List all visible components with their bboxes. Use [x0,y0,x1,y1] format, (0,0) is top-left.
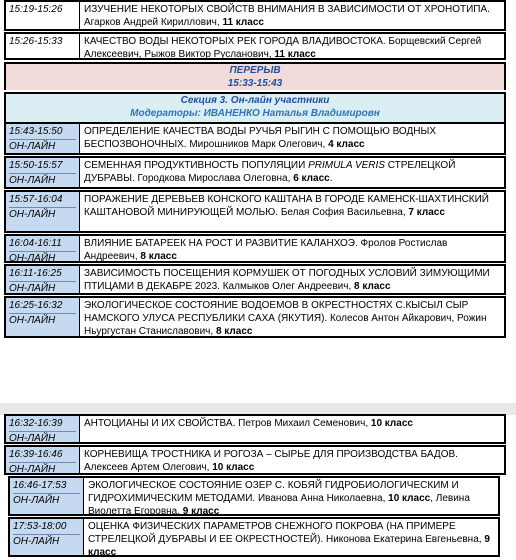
schedule-row [4,296,506,338]
talk-title: КАЧЕСТВО ВОДЫ НЕКОТОРЫХ РЕК ГОРОДА ВЛАДИВОСТОКА. [84,36,386,47]
talk-title: СЕМЕННАЯ ПРОДУКТИВНОСТЬ ПОПУЛЯЦИИ [84,160,309,171]
time-cell [10,478,84,514]
time-cell [6,298,80,336]
online-badge: ОН-ЛАЙН [9,253,56,264]
section-title: Секция 3. Он-лайн участники [180,95,330,106]
talk-title: ИЗУЧЕНИЕ НЕКОТОРЫХ СВОЙСТВ ВНИМАНИЯ В ЗАВИСИМОСТИ ОТ ХРОНОТИПА. [84,4,490,15]
online-badge: ОН-ЛАЙН [9,283,56,294]
schedule-row [8,476,500,516]
talk-grade: 11 класс [274,49,316,60]
schedule-row [4,445,506,475]
talk-authors: Белая София Васильевна, [278,207,409,218]
talk-description [82,192,504,220]
talk-description [82,447,504,475]
talk-authors: Мирошников Марк Олегович, [186,139,329,150]
time-cell [6,447,80,473]
schedule-row [4,122,506,155]
talk-authors: Петров Михаил Семенович, [235,418,371,429]
talk-title: КОРНЕВИЩА ТРОСТНИКА И РОГОЗА – СЫРЬЕ ДЛЯ ПРОИЗВОДСТВА БАДОВ. [84,449,458,460]
break-label: ПЕРЕРЫВ [229,65,281,76]
time-cell [6,416,80,442]
schedule-row [4,414,506,444]
schedule-row [4,234,506,263]
online-badge: ОН-ЛАЙН [13,495,60,506]
time-cell [6,34,80,58]
time-slot: 16:46-17:53 [13,479,80,494]
talk-description [82,124,504,152]
time-slot: 16:32-16:39 [9,417,76,432]
online-badge: ОН-ЛАЙН [9,315,56,326]
time-slot: 16:39-16:46 [9,448,76,463]
time-slot: 16:04-16:11 [9,237,76,252]
talk-title: АНТОЦИАНЫ И ИХ СВОЙСТВА. [84,418,236,429]
talk-title: ОПРЕДЕЛЕНИЕ КАЧЕСТВА ВОДЫ РУЧЬЯ РЫГИН С ПОМОЩЬЮ ВОДНЫХ БЕСПОЗВОНОЧНЫХ. [84,126,436,150]
talk-description [82,236,504,264]
talk-grade: 6 класс [293,173,330,184]
talk-description [82,298,504,339]
talk-description [86,478,498,519]
break-band [4,62,506,90]
time-slot: 16:11-16:25 [9,267,76,282]
talk-description [82,34,504,62]
section-moderators: Модераторы: ИВАНЕНКО Наталья Владимировн [130,108,380,119]
time-slot: 15:26-15:33 [9,36,63,47]
talk-grade: 11 класс [222,17,264,28]
talk-grade: 9 класс [88,534,490,558]
talk-grade: 8 класс [354,281,391,292]
online-badge: ОН-ЛАЙН [9,175,56,186]
talk-authors: Колесов Антон Айкарович, Рожин Ньургустан Станиславович, [84,313,487,337]
talk-grade: 10 класс [370,418,413,429]
talk-authors: Агарков Андрей Кириллович, [84,17,223,28]
talk-title-rest: СТРЕЛЕЦКОЙ ДУБРАВЫ. [84,160,456,184]
talk-title: ЭКОЛОГИЧЕСКОЕ СОСТОЯНИЕ ВОДОЕМОВ В ОКРЕСТНОСТЯХ С.КЫСЫЛ СЫР НАМСКОГО УЛУСА РЕСПУБЛИКИ САХА (ЯКУТИЯ). [84,300,469,324]
talk-description [86,519,498,560]
time-cell [6,124,80,153]
talk-title: ПОРАЖЕНИЕ ДЕРЕВЬЕВ КОНСКОГО КАШТАНА В ГОРОДЕ КАМЕНСК-ШАХТИНСКИЙ КАШТАНОВОЙ МИНИРУЮЩЕЙ МОЛЬЮ. [84,194,489,218]
talk-title: ЗАВИСИМОСТЬ ПОСЕЩЕНИЯ КОРМУШЕК ОТ ПОГОДНЫХ УСЛОВИЙ ЗИМУЮЩИМИ ПТИЦАМИ В ДЕКАБРЕ 2023. [84,268,490,292]
talk-title-italic: PRIMULA VERIS [308,160,385,171]
time-cell [6,266,80,293]
talk-authors: Никонова Екатерина Евгеньевна, [323,534,485,545]
schedule-row [4,264,506,295]
time-slot: 15:57-16:04 [9,193,76,208]
talk-description [82,2,504,30]
talk-authors: Алексеев Артем Олегович, [84,462,213,473]
talk-grade: 8 класс [215,326,253,337]
schedule-row [4,32,506,60]
online-badge: ОН-ЛАЙН [9,209,56,220]
talk-grade: 4 класс [328,139,365,150]
time-slot: 15:19-15:26 [9,4,63,15]
talk-authors-2: , Левина Виолетта Егоровна, [88,493,470,517]
schedule-row [8,517,500,557]
time-cell [6,236,80,264]
schedule-row [4,0,506,31]
time-cell [6,2,80,29]
talk-authors: Калмыков Олег Андреевич, [219,281,355,292]
time-slot: 17:53-18:00 [13,520,80,535]
talk-description [82,416,504,431]
break-time: 15:33-15:43 [227,78,283,89]
talk-description [82,266,504,294]
online-badge: ОН-ЛАЙН [9,464,56,475]
talk-authors: Городкова Мирослава Олеговна, [134,173,294,184]
talk-title: ЭКОЛОГИЧЕСКОЕ СОСТОЯНИЕ ОЗЕР С. КОБЯЙ ГИДРОБИОЛОГИЧЕСКИМ И ГИДРОХИМИЧЕСКИМ МЕТОДАМИ. [88,480,459,504]
talk-authors: Иванова Анна Николаевна, [255,493,389,504]
talk-grade: 8 класс [140,251,177,262]
time-slot: 16:25-16:32 [9,299,76,314]
schedule-row [4,156,506,189]
talk-description [82,158,504,186]
talk-tail: . [329,173,333,184]
schedule-row [4,190,506,233]
online-badge: ОН-ЛАЙН [9,433,56,444]
talk-title: ОЦЕНКА ФИЗИЧЕСКИХ ПАРАМЕТРОВ СНЕЖНОГО ПОКРОВА (НА ПРИМЕРЕ СТРЕЛЕЦКОЙ ДУБРАВЫ И ЕЕ ОКРЕСТНОСТЕЙ). [88,521,456,545]
talk-grade: 10 класс [212,462,255,473]
talk-authors: Борщевский Сергей Алексеевич, Рыжов Виктор Русланович, [84,36,482,60]
talk-authors: Фролов Ростислав Андреевич, [84,238,448,262]
talk-title: ВЛИЯНИЕ БАТАРЕЕК НА РОСТ И РАЗВИТИЕ КАЛАНХОЭ. [84,238,358,249]
online-badge: ОН-ЛАЙН [13,536,60,547]
time-cell [10,519,84,555]
talk-grade: 7 класс [408,207,445,218]
time-cell [6,192,80,231]
talk-grade: 10 класс [388,493,431,504]
talk-grade-2: 9 класс [182,506,220,517]
online-badge: ОН-ЛАЙН [9,141,56,152]
time-slot: 15:43-15:50 [9,125,76,140]
section-band [4,92,506,122]
time-slot: 15:50-15:57 [9,159,76,174]
time-cell [6,158,80,187]
